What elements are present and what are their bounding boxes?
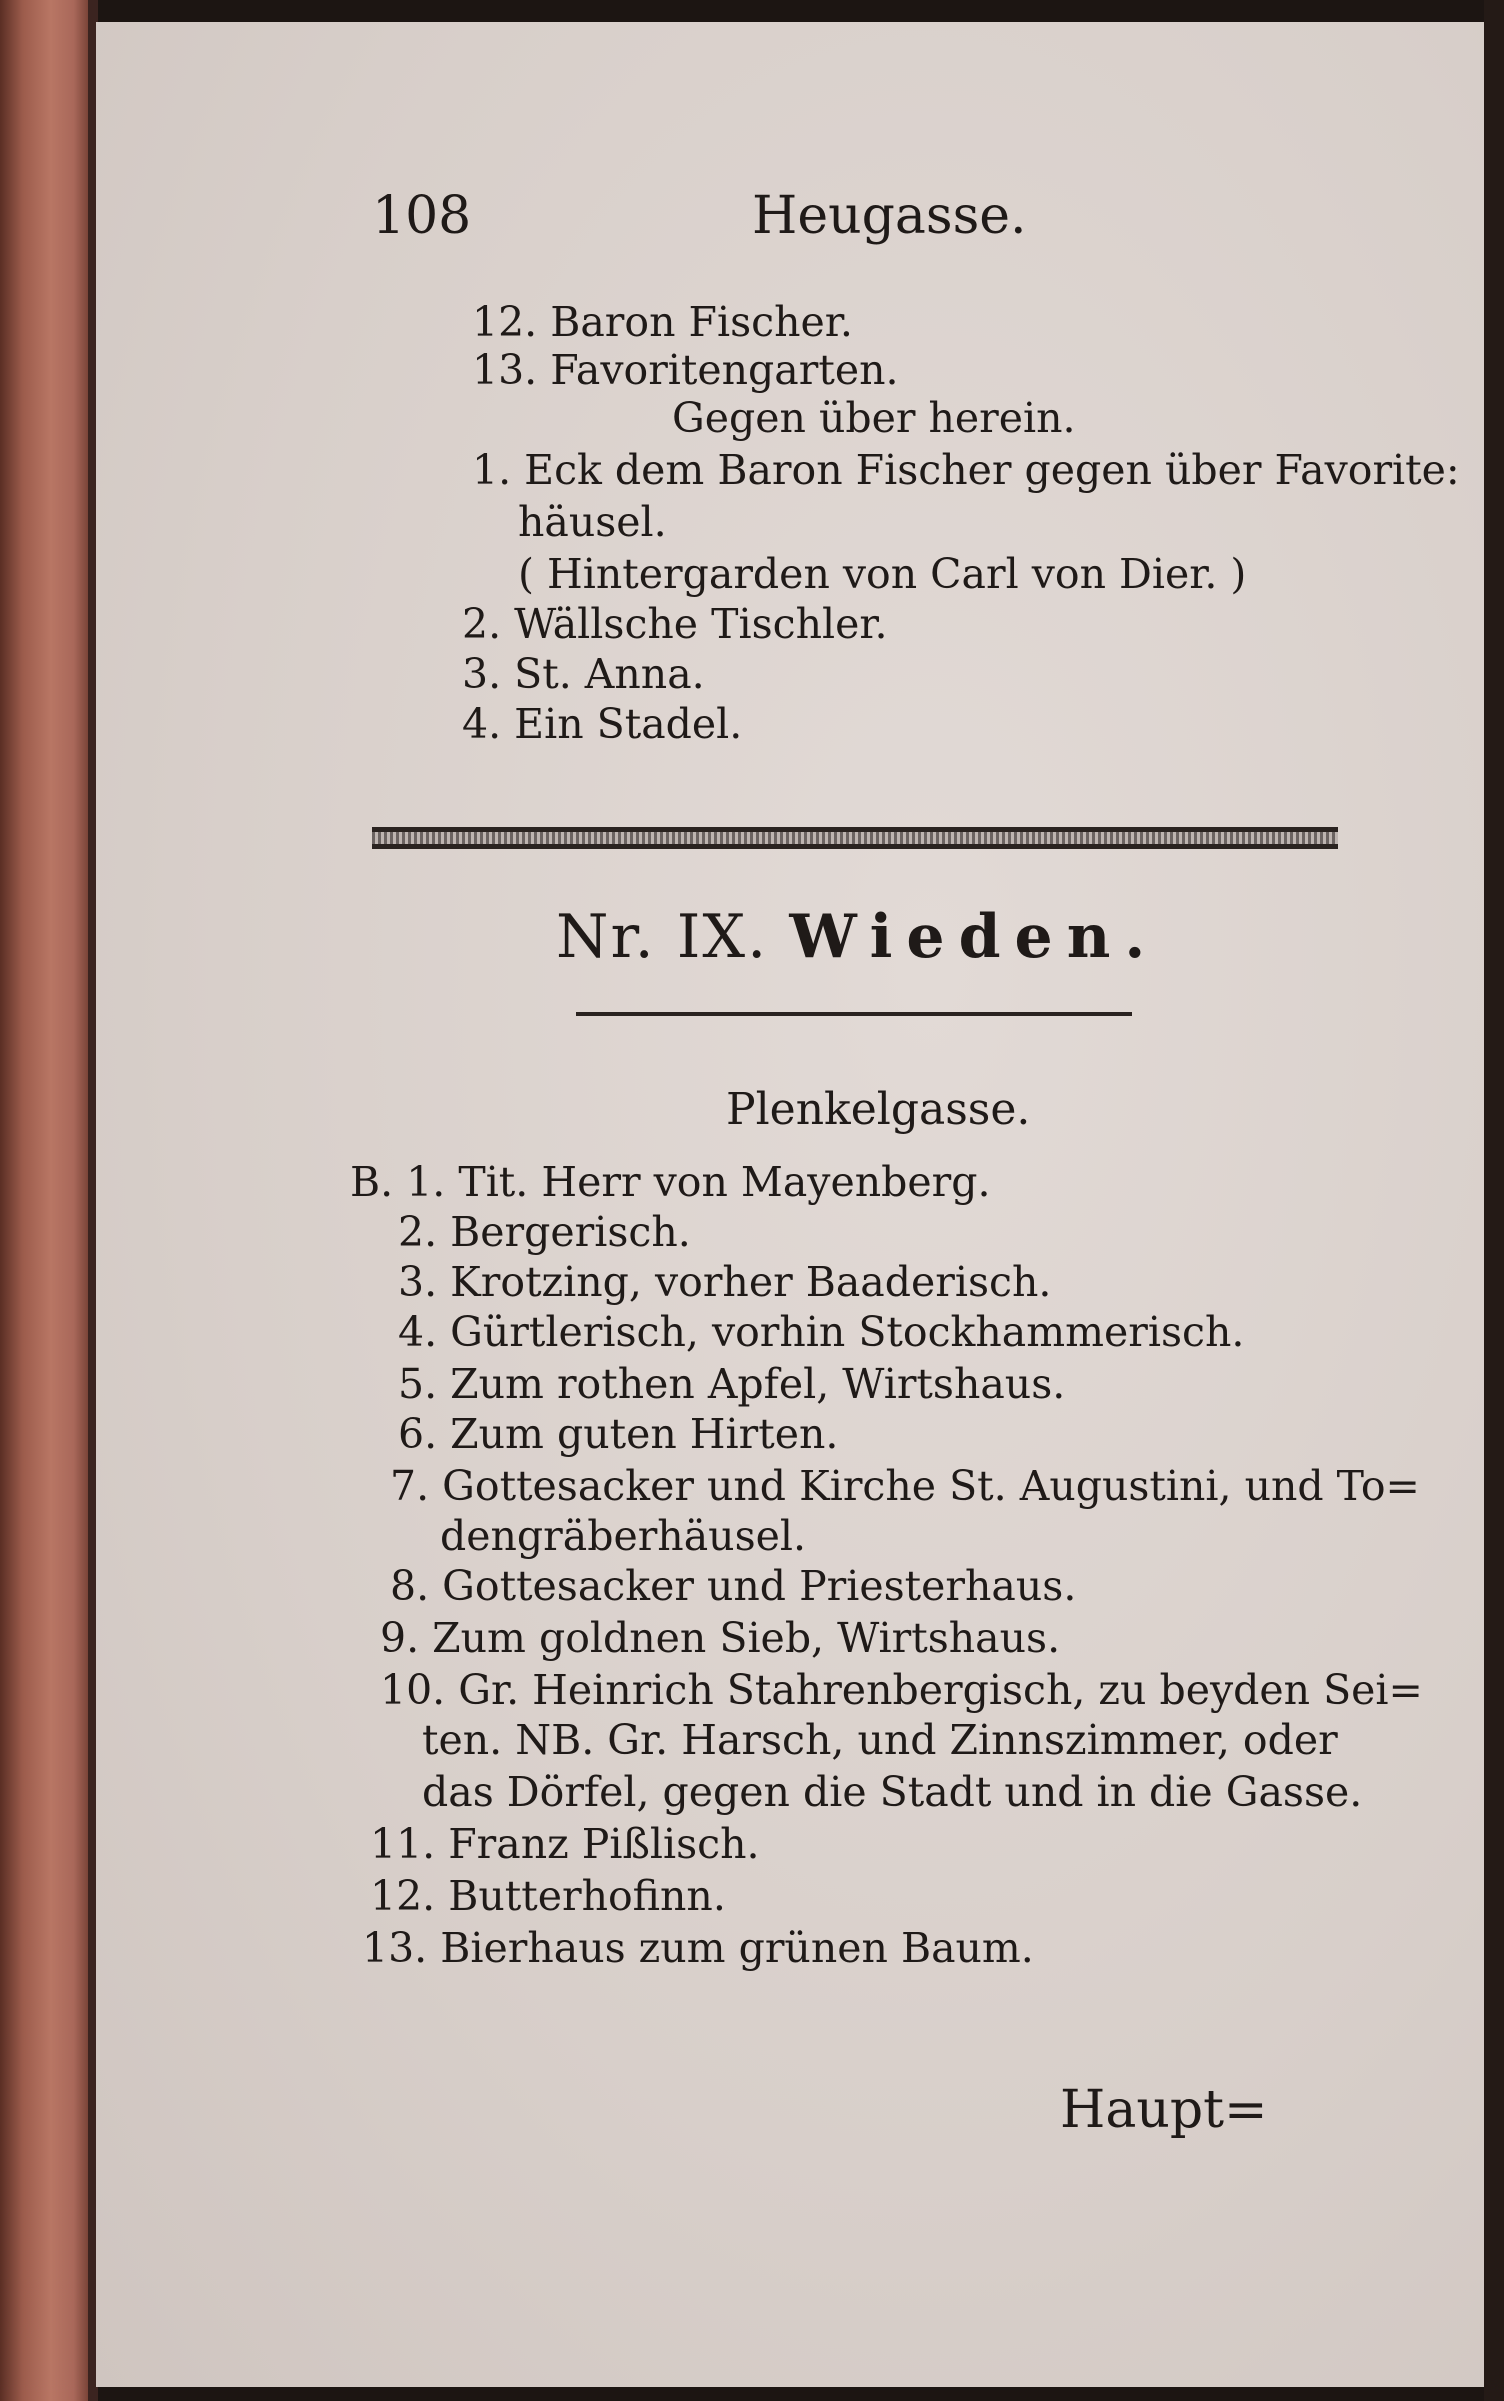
entry-line: 10. Gr. Heinrich Stahrenbergisch, zu beyden Sei= (380, 1666, 1423, 1714)
entry-line: häusel. (518, 498, 667, 546)
entry-line: ten. NB. Gr. Harsch, und Zinnszimmer, oder (422, 1716, 1338, 1764)
entry-line: 6. Zum guten Hirten. (398, 1410, 839, 1458)
entry-line: 9. Zum goldnen Sieb, Wirtshaus. (380, 1614, 1061, 1662)
entry-line: 13. Favoritengarten. (472, 346, 899, 394)
subsection-title: Plenkelgasse. (726, 1084, 1031, 1135)
section-divider-thick (372, 827, 1338, 849)
section-title (556, 902, 1159, 972)
entry-line: 1. Eck dem Baron Fischer gegen über Favorite: (472, 446, 1460, 494)
page-number: 108 (372, 186, 472, 246)
entry-line: 11. Franz Pißlisch. (370, 1820, 760, 1868)
entry-line: B. 1. Tit. Herr von Mayenberg. (350, 1158, 991, 1206)
section-name: Wieden. (789, 902, 1160, 972)
catchword: Haupt= (1060, 2080, 1268, 2140)
entry-line: dengräberhäusel. (440, 1512, 807, 1560)
entry-line: 12. Butterhofinn. (370, 1872, 726, 1920)
running-title: Heugasse. (752, 186, 1027, 246)
section-prefix: Nr. IX. (556, 902, 769, 972)
entry-line: 4. Gürtlerisch, vorhin Stockhammerisch. (398, 1308, 1245, 1356)
entry-line: 7. Gottesacker und Kirche St. Augustini, und To= (390, 1462, 1420, 1510)
entry-line: 4. Ein Stadel. (462, 700, 743, 748)
book-spine-edge (0, 0, 92, 2401)
entry-line: 2. Wällsche Tischler. (462, 600, 888, 648)
entry-line: ( Hintergarden von Carl von Dier. ) (518, 550, 1247, 598)
entry-line: 8. Gottesacker und Priesterhaus. (390, 1562, 1077, 1610)
entry-line: 3. Krotzing, vorher Baaderisch. (398, 1258, 1052, 1306)
entry-line: 3. St. Anna. (462, 650, 705, 698)
section-divider-thin (576, 1012, 1132, 1016)
entry-line: 2. Bergerisch. (398, 1208, 691, 1256)
entry-line: 12. Baron Fischer. (472, 298, 853, 346)
entry-line: das Dörfel, gegen die Stadt und in die Gasse. (422, 1768, 1363, 1816)
entry-line: 5. Zum rothen Apfel, Wirtshaus. (398, 1360, 1066, 1408)
right-page-edge (1484, 0, 1504, 2401)
entry-line: Gegen über herein. (672, 394, 1076, 442)
entry-line: 13. Bierhaus zum grünen Baum. (362, 1924, 1034, 1972)
